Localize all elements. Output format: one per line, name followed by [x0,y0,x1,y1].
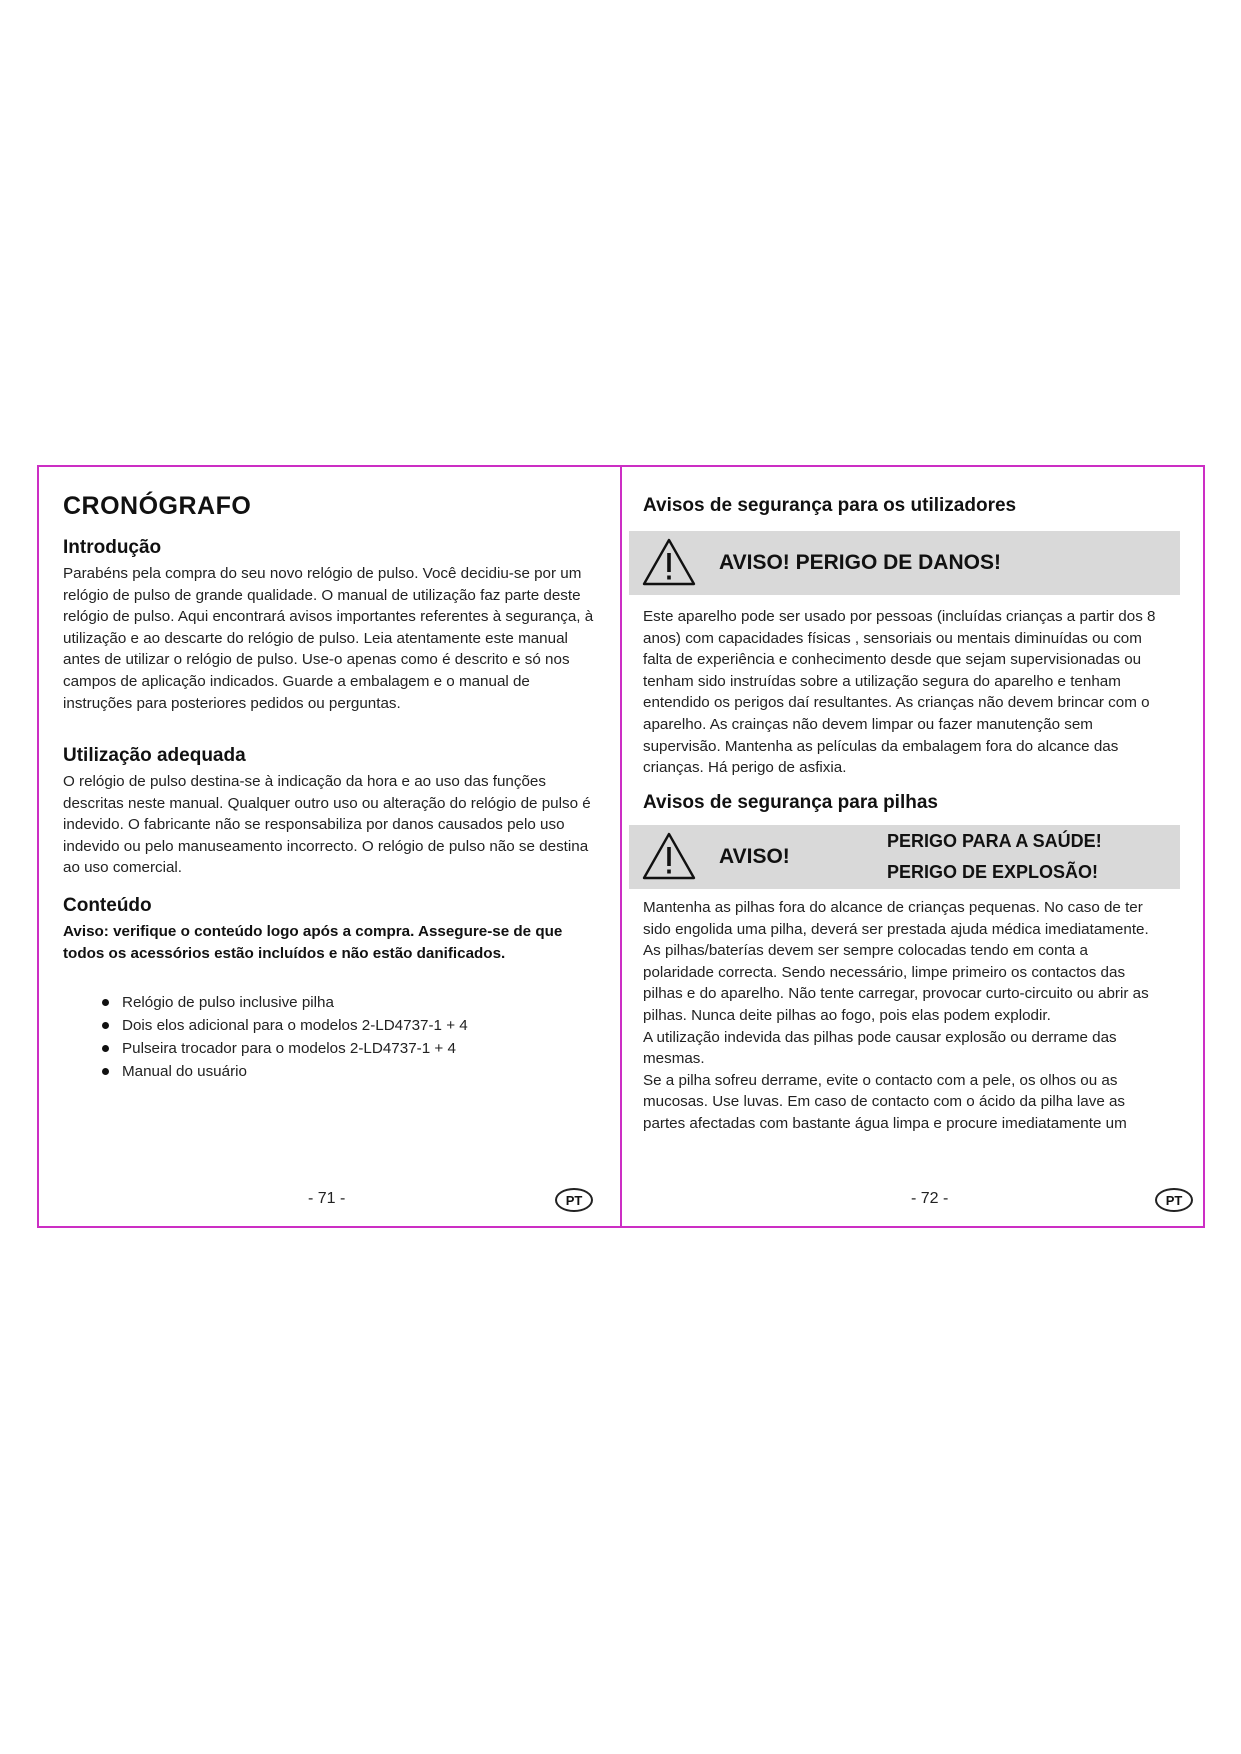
footer-left [63,1186,601,1216]
warning-explosion: PERIGO DE EXPLOSÃO! [887,862,1099,882]
language-badge: PT [1155,1188,1193,1212]
language-badge: PT [555,1188,593,1212]
page-right [643,467,1199,1226]
section-usage [63,745,601,879]
section-intro [63,537,601,714]
list-item: Pulseira trocador para o modelos 2-LD4737-1 + 4 [101,1037,581,1060]
battery-paragraph: Se a pilha sofreu derrame, evite o contacto com a pele, os olhos ou as mucosas. Use luvas. Em caso de contacto com o ácido da pilha lave as partes afectadas com bastante água limpa e procure imediatamente um [643,1071,1127,1132]
usage-text: O relógio de pulso destina-se à indicação da hora e ao uso das funções descritas neste manual. Qualquer outro uso ou alteração do relógio de pulso é indevido. O fabricante não se responsabiliza por danos causados pelo uso indevido ou pelo manuseamento incorrecto. O relógio de pulso não se destina ao uso comercial. [63,773,591,877]
contents-list-wrap [101,991,581,1083]
page-left [63,467,601,1226]
manual-spread [37,465,1205,1228]
users-safety-text: Este aparelho pode ser usado por pessoas (incluídas crianças a partir dos 8 anos) com capacidades físicas , sensoriais ou mentais diminuídas ou com falta de experiência e conhecimento desde que sejam supervisionadas ou tenham sido instruídas sobre a utilização segura do aparelho e tenham entendido os perigos daí resultantes. As crianças não devem brincar com o aparelho. As crainças não devem limpar ou fazer manutenção sem supervisão. Mantenha as películas da embalagem fora do alcance das crianças. Há perigo de asfixia. [643,608,1156,777]
intro-heading: Introdução [63,537,162,558]
section-contents [63,895,601,964]
list-item: Manual do usuário [101,1060,581,1083]
warning-box-battery [629,825,1180,889]
page-divider [620,467,622,1226]
page-title: CRONÓGRAFO [63,492,252,520]
warning-label-damage: AVISO! PERIGO DE DANOS! [719,551,1001,574]
usage-heading: Utilização adequada [63,745,246,766]
page-number: - 71 - [308,1190,346,1207]
list-item: Relógio de pulso inclusive pilha [101,991,581,1014]
battery-paragraph: Mantenha as pilhas fora do alcance de crianças pequenas. No caso de ter sido engolida uma pilha, deverá ser prestada ajuda médica imediatamente. [643,899,1149,938]
footer-right [643,1186,1199,1216]
contents-notice: Aviso: verifique o conteúdo logo após a compra. Assegure-se de que todos os acessórios estão incluídos e não estão danificados. [63,923,563,962]
contents-heading: Conteúdo [63,895,152,916]
battery-paragraph: As pilhas/baterías devem ser sempre colocadas tendo em conta a polaridade correcta. Sendo necessário, limpe primeiro os contactos das pilhas e do aparelho. Não tente carregar, provocar curto-circuito ou abrir as pilhas. Nunca deite pilhas ao fogo, pois elas podem explodir. [643,942,1149,1024]
battery-safety-heading: Avisos de segurança para pilhas [643,792,938,813]
warning-triangle-icon [641,537,697,587]
warning-box-damage [629,531,1180,595]
page-number: - 72 - [911,1190,949,1207]
intro-text: Parabéns pela compra do seu novo relógio de pulso. Você decidiu-se por um relógio de pulso de grande qualidade. O manual de utilização faz parte deste relógio de pulso. Aqui encontrará avisos importantes referentes à segurança, à utilização e ao descarte do relógio de pulso. Leia atentamente este manual antes de utilizar o relógio de pulso. Use-o apenas como é descrito e só nos campos de aplicação indicados. Guarde a embalagem e o manual de instruções para posteriores pedidos ou perguntas. [63,565,594,712]
warning-label-battery: AVISO! [719,845,790,868]
battery-safety-text [643,897,1163,1135]
users-safety-heading: Avisos de segurança para os utilizadores [643,495,1017,516]
battery-paragraph: A utilização indevida das pilhas pode causar explosão ou derrame das mesmas. [643,1028,1117,1068]
list-item: Dois elos adicional para o modelos 2-LD4737-1 + 4 [101,1014,581,1037]
contents-list [101,991,581,1083]
warning-health: PERIGO PARA A SAÚDE! [887,831,1102,851]
warning-triangle-icon [641,831,697,881]
